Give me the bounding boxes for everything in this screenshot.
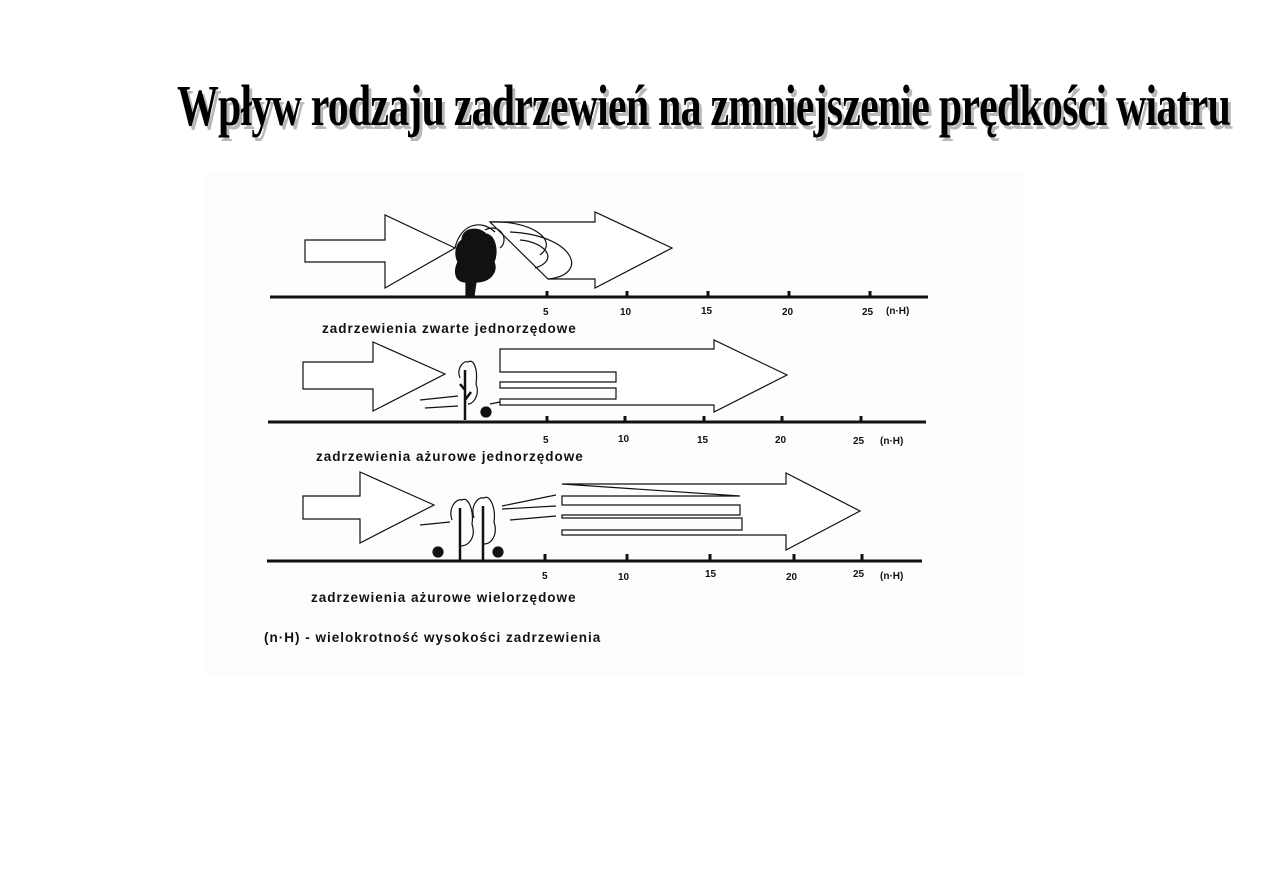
shrub-icon (481, 407, 491, 417)
caption-panel-1: zadrzewienia zwarte jednorzędowe (322, 321, 577, 336)
svg-text:20: 20 (786, 572, 798, 583)
svg-text:(n·H): (n·H) (880, 571, 904, 582)
svg-text:10: 10 (618, 572, 630, 583)
svg-text:15: 15 (705, 569, 717, 580)
tick-labels-panel-3 (542, 569, 903, 583)
wind-arrow-outgoing (500, 340, 787, 412)
svg-text:25: 25 (853, 436, 865, 447)
svg-text:15: 15 (697, 435, 709, 446)
shrub-icon (493, 547, 503, 557)
panel-dense-single-row (270, 212, 928, 297)
panel-open-multi-row (267, 472, 922, 561)
svg-text:25: 25 (853, 569, 865, 580)
wind-arrow-outgoing (562, 473, 860, 550)
slide-title: Wpływ rodzaju zadrzewień na zmniejszenie prędkości wiatru (176, 73, 1231, 138)
svg-text:5: 5 (542, 571, 548, 582)
tick-labels-panel-2 (543, 434, 903, 447)
svg-text:25: 25 (862, 307, 874, 318)
dense-tree-icon (456, 229, 496, 296)
tick-labels-panel-1 (543, 306, 909, 318)
legend-note: (n·H) - wielokrotność wysokości zadrzewienia (264, 630, 602, 645)
panel-open-single-row (268, 340, 926, 422)
wind-arrow-incoming (303, 342, 445, 411)
svg-text:15: 15 (701, 306, 713, 317)
svg-text:5: 5 (543, 307, 549, 318)
svg-text:(n·H): (n·H) (886, 306, 910, 317)
open-tree-icon (451, 499, 473, 546)
svg-text:20: 20 (775, 435, 787, 446)
shrub-icon (433, 547, 443, 557)
svg-text:(n·H): (n·H) (880, 436, 904, 447)
wind-arrow-incoming (305, 215, 455, 288)
svg-text:10: 10 (618, 434, 630, 445)
svg-text:10: 10 (620, 307, 632, 318)
caption-panel-3: zadrzewienia ażurowe wielorzędowe (311, 590, 577, 605)
wind-arrow-outgoing (490, 212, 672, 288)
svg-text:20: 20 (782, 307, 794, 318)
svg-text:5: 5 (543, 435, 549, 446)
caption-panel-2: zadrzewienia ażurowe jednorzędowe (316, 449, 584, 464)
wind-arrow-incoming (303, 472, 434, 543)
